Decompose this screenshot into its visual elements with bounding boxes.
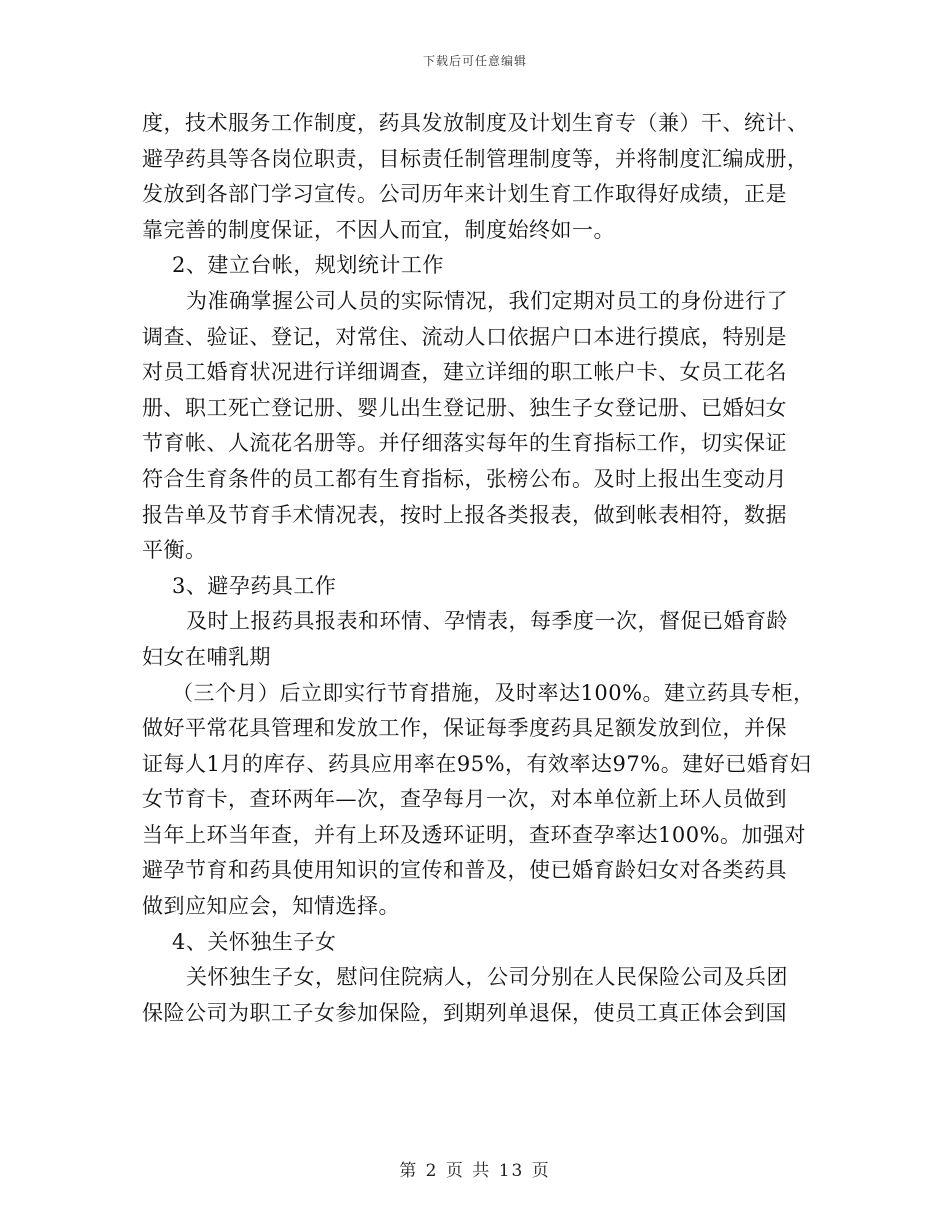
text-line: 及时上报药具报表和环情、孕情表，每季度一次，督促已婚育龄 [186, 609, 788, 634]
text-line: 节育帐、人流花名册等。并仔细落实每年的生育指标工作，切实保证 [142, 431, 787, 456]
document-body [142, 106, 815, 1031]
text-line: 做好平常花具管理和发放工作，保证每季度药具足额发放到位，并保 [142, 716, 787, 741]
text-line: 靠完善的制度保证，不因人而宜，制度始终如一。 [142, 217, 615, 242]
text-line: 发放到各部门学习宣传。公司历年来计划生育工作取得好成绩，正是 [142, 182, 787, 207]
text-line: 平衡。 [142, 538, 207, 563]
text-line: 关怀独生子女，慰问住院病人，公司分别在人民保险公司及兵团 [186, 965, 788, 990]
text-line: 册、职工死亡登记册、婴儿出生登记册、独生子女登记册、已婚妇女 [142, 395, 787, 420]
text-line: 证每人1月的库存、药具应用率在95%，有效率达97%。建好已婚育妇 [142, 751, 812, 776]
text-line: 当年上环当年查，并有上环及透环证明，查环查孕率达100%。加强对 [142, 822, 807, 847]
text-line: 符合生育条件的员工都有生育指标，张榜公布。及时上报出生变动月 [142, 466, 787, 491]
section-heading: 4、关怀独生子女 [172, 929, 337, 954]
text-line: 对员工婚育状况进行详细调查，建立详细的职工帐户卡、女员工花名 [142, 360, 787, 385]
text-line: 保险公司为职工子女参加保险，到期列单退保，使员工真正体会到国 [142, 1000, 787, 1025]
text-line: 避孕药具等各岗位职责，目标责任制管理制度等，并将制度汇编成册， [142, 146, 809, 171]
text-line: 调查、验证、登记，对常住、流动人口依据户口本进行摸底，特别是 [142, 324, 787, 349]
text-line: 报告单及节育手术情况表，按时上报各类报表，做到帐表相符，数据 [142, 502, 787, 527]
text-line: （三个月）后立即实行节育措施，及时率达100%。建立药具专柜， [172, 680, 815, 705]
text-line: 妇女在哺乳期 [142, 644, 271, 669]
text-line: 避孕节育和药具使用知识的宣传和普及，使已婚育龄妇女对各类药具 [142, 858, 787, 883]
page-number: 第 2 页 共 13 页 [399, 1161, 551, 1181]
text-line: 为准确掌握公司人员的实际情况，我们定期对员工的身份进行了 [186, 288, 788, 313]
text-line: 做到应知应会，知情选择。 [142, 894, 400, 919]
text-line: 度，技术服务工作制度，药具发放制度及计划生育专（兼）干、统计、 [142, 111, 809, 135]
section-heading: 3、避孕药具工作 [172, 573, 337, 598]
page-header-note: 下载后可任意编辑 [422, 54, 527, 68]
text-line: 女节育卡，查环两年—次，查孕每月一次，对本单位新上环人员做到 [142, 787, 787, 812]
section-heading: 2、建立台帐，规划统计工作 [172, 253, 444, 278]
